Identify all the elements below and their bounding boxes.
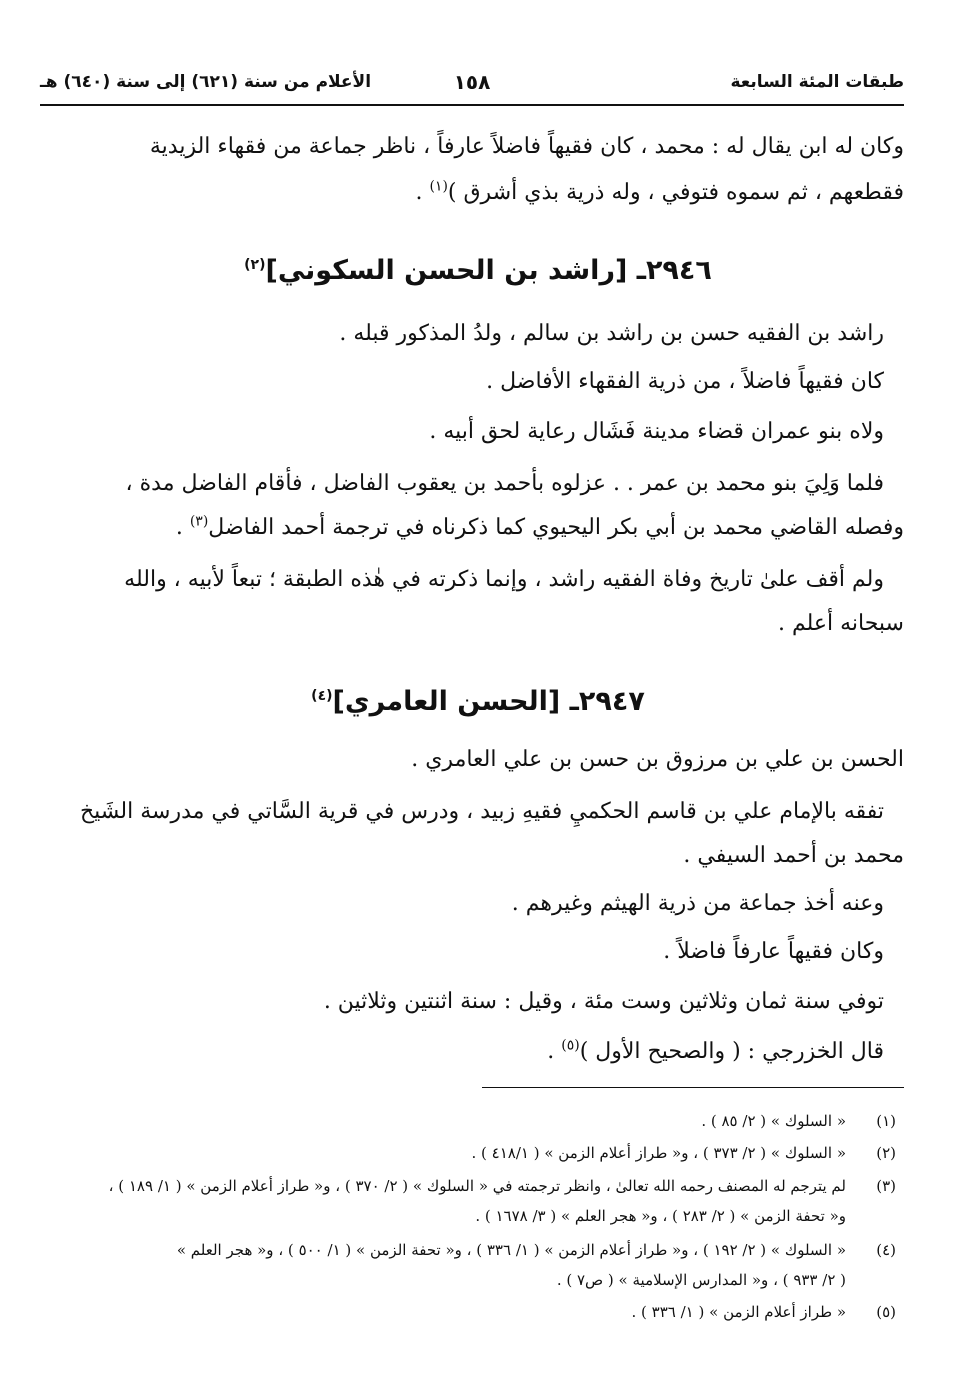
footnote-text: « السلوك » ( ٢/ ٣٧٣ ) ، و« طراز أعلام الزمن » ( ٤١٨/١ ) . (471, 1144, 846, 1162)
header-rule (40, 104, 904, 106)
footnote-ref-2: (٢) (244, 257, 266, 273)
entry-2947-para-5: توفي سنة ثمان وثلاثين وست مئة ، وقيل : سنة اثنتين وثلاثين . (323, 989, 884, 1014)
footnote-ref-5: (٥) (561, 1037, 580, 1054)
footnote-ref-4: (٤) (311, 688, 333, 704)
entry-2947-para-6: قال الخزرجي : ( والصحيح الأول )$^{(٥)}$ . (547, 1037, 884, 1064)
footnote-text: لم يترجم له المصنف رحمه الله تعالىٰ ، وانظر ترجمته في « السلوك » ( ٢/ ٣٧٠ ) ، و« طراز أعلام الزمن » ( ١/ ١٨٩ ) ، (108, 1177, 846, 1195)
footnote-number: (٢) (876, 1144, 896, 1162)
entry-2947-para-4: وكان فقيهاً عارفاً فاضلاً . (663, 939, 884, 964)
footnote-ref-1: (١) (429, 178, 448, 195)
footnote-text: « السلوك » ( ٢/ ٨٥ ) . (701, 1112, 846, 1130)
footnote-number: (٣) (876, 1177, 896, 1195)
footnote-number: (٥) (876, 1303, 896, 1321)
footnote-text: « طراز أعلام الزمن » ( ١/ ٣٣٦ ) . (631, 1303, 846, 1321)
entry-2947-para-2a: تفقه بالإمام علي بن قاسم الحكميِ فقيهِ زبيد ، ودرس في قرية السَّاتي في مدرسة الشَيخ (79, 799, 884, 824)
entry-2946-para-1: راشد بن الفقيه حسن بن راشد بن سالم ، ولدُ المذكور قبله . (339, 321, 884, 346)
header-years-range: الأعلام من سنة (٦٢١) إلى سنة (٦٤٠) هـ (40, 72, 372, 92)
entry-2947-para-3: وعنه أخذ جماعة من ذرية الهيثم وغيرهم . (511, 891, 884, 916)
footnote-separator (482, 1087, 904, 1088)
entry-2946-para-3: ولاه بنو عمران قضاء مدينة فَشَال رعاية لحق أبيه . (429, 419, 884, 444)
entry-2947-heading: ٢٩٤٧ـ [الحسن العامري]$^{(٤)}$ (311, 686, 645, 717)
page-number: ١٥٨ (453, 70, 491, 94)
intro-line-1: وكان له ابن يقال له : محمد ، كان فقيهاً فاضلاً عارفاً ، ناظر جماعة من فقهاء الزيدية (149, 134, 904, 159)
running-header (40, 68, 904, 102)
entry-2947-para-2b: محمد بن أحمد السيفي . (683, 843, 904, 868)
footnote-text: ( ٢/ ٩٣٣ ) ، و« المدارس الإسلامية » ( ص٧ ) . (556, 1271, 846, 1289)
entry-2946-para-2: كان فقيهاً فاضلاً ، من ذرية الفقهاء الأفاضل . (486, 369, 884, 394)
footnote-ref-3: (٣) (189, 513, 209, 530)
entry-2946-para-5b: سبحانه أعلم . (777, 611, 904, 636)
entry-2946-heading: ٢٩٤٦ـ [راشد بن الحسن السكوني]$^{(٢)}$ (244, 255, 712, 286)
entry-2946-para-5a: ولم أقف علىٰ تاريخ وفاة الفقيه راشد ، وإنما ذكرته في هٰذه الطبقة ؛ تبعاً لأبيه ، والله (124, 567, 884, 592)
footnote-text: « السلوك » ( ٢/ ١٩٢ ) ، و« طراز أعلام الزمن » ( ١/ ٣٣٦ ) ، و« تحفة الزمن » ( ١/ ٥٠٠ ) ، و« هجر العلم » (176, 1241, 846, 1259)
footnote-number: (٤) (876, 1241, 896, 1259)
entry-2947-para-1: الحسن بن علي بن مرزوق بن حسن بن علي العامري . (411, 747, 904, 772)
footnote-text: و« تحفة الزمن » ( ٢/ ٢٨٣ ) ، و« هجر العلم » ( ٣/ ١٦٧٨ ) . (475, 1207, 846, 1225)
entry-2946-para-4a: فلما وَلِيَ بنو محمد بن عمر . . عزلوه بأحمد بن يعقوب الفاضل ، فأقام الفاضل مدة ، (125, 471, 884, 496)
intro-line-2: فقطعهم ، ثم سموه فتوفي ، وله ذرية بذي أشرق )$^{(١)}$ . (415, 178, 904, 205)
header-book-section: طبقات المئة السابعة (730, 72, 904, 92)
entry-2946-para-4b: وفصله القاضي محمد بن أبي بكر اليحيوي كما ذكرناه في ترجمة أحمد الفاضل$^{(٣)}$ . (175, 513, 904, 540)
footnote-number: (١) (876, 1112, 896, 1130)
